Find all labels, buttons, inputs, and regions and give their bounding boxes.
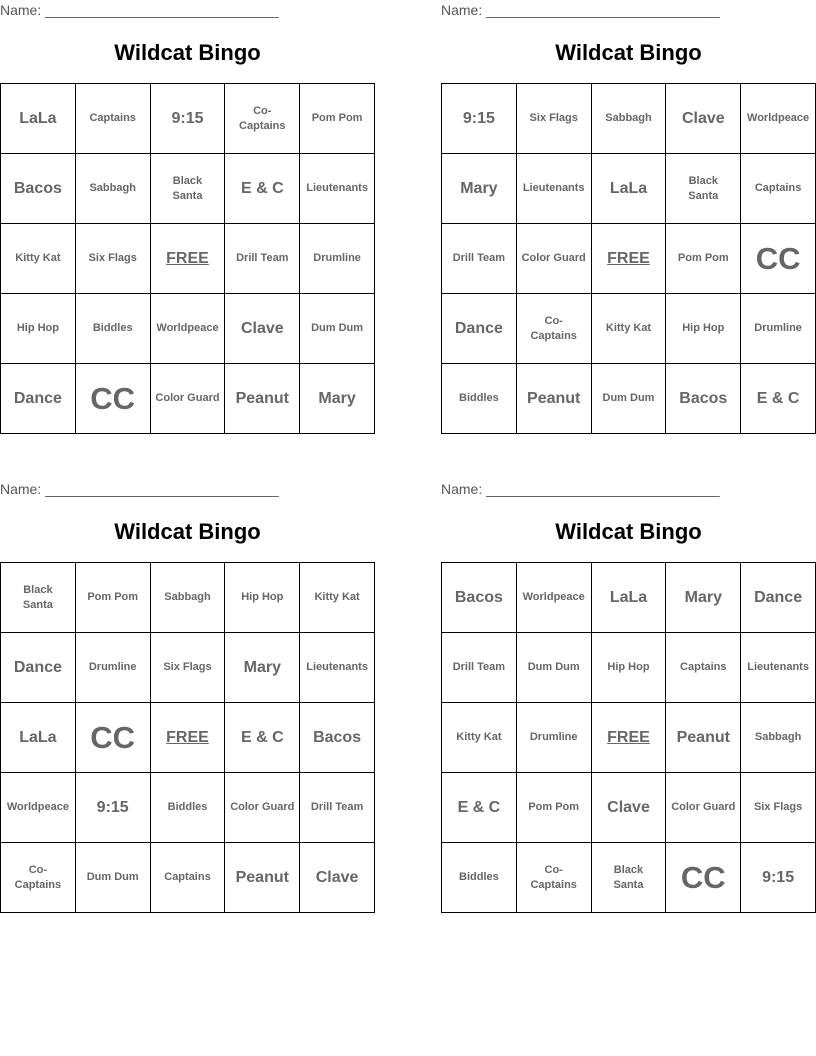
bingo-cell: Dance (741, 563, 816, 633)
bingo-cell: Biddles (442, 843, 517, 913)
bingo-cell: Bacos (442, 563, 517, 633)
bingo-cell: Sabbagh (741, 703, 816, 773)
bingo-cell: Biddles (442, 364, 517, 434)
card-title: Wildcat Bingo (114, 40, 261, 65)
name-field-label: Name: ______________________________ (0, 2, 279, 18)
bingo-cell: Drill Team (442, 224, 517, 294)
bingo-cell: Dance (1, 633, 76, 703)
bingo-cell: Lieutenants (517, 154, 592, 224)
bingo-cell: LaLa (592, 563, 667, 633)
bingo-cell: Black Santa (1, 563, 76, 633)
card-title: Wildcat Bingo (114, 519, 261, 544)
bingo-cell: Black Santa (151, 154, 226, 224)
bingo-cell: Pom Pom (666, 224, 741, 294)
bingo-cell: CC (76, 364, 151, 434)
bingo-cell: Peanut (517, 364, 592, 434)
bingo-cell: Pom Pom (300, 84, 375, 154)
bingo-grid (0, 83, 375, 434)
name-field-label: Name: ______________________________ (0, 481, 279, 497)
bingo-cell: Hip Hop (666, 294, 741, 364)
bingo-cell: Biddles (151, 773, 226, 843)
bingo-cell: E & C (442, 773, 517, 843)
bingo-cell: Drill Team (225, 224, 300, 294)
bingo-cell: Kitty Kat (300, 563, 375, 633)
bingo-cell: Kitty Kat (442, 703, 517, 773)
bingo-cell: Clave (225, 294, 300, 364)
bingo-cell: Dance (442, 294, 517, 364)
bingo-cell: Peanut (225, 364, 300, 434)
bingo-cell: Hip Hop (592, 633, 667, 703)
bingo-cell: FREE (151, 703, 226, 773)
bingo-cell: CC (666, 843, 741, 913)
bingo-cell: Hip Hop (1, 294, 76, 364)
bingo-cell: Co- Captains (517, 843, 592, 913)
bingo-cell: Dance (1, 364, 76, 434)
bingo-cell: Mary (225, 633, 300, 703)
bingo-grid (441, 562, 816, 913)
card-title: Wildcat Bingo (555, 519, 702, 544)
bingo-cell: LaLa (592, 154, 667, 224)
bingo-cell: Co- Captains (517, 294, 592, 364)
bingo-cell: LaLa (1, 703, 76, 773)
bingo-cell: Bacos (1, 154, 76, 224)
name-field-label: Name: ______________________________ (441, 2, 720, 18)
bingo-cell: Worldpeace (517, 563, 592, 633)
bingo-cell: 9:15 (151, 84, 226, 154)
bingo-cell: Bacos (666, 364, 741, 434)
bingo-cell: Six Flags (151, 633, 226, 703)
bingo-cell: Biddles (76, 294, 151, 364)
bingo-cell: Captains (151, 843, 226, 913)
bingo-cell: Bacos (300, 703, 375, 773)
bingo-cell: Hip Hop (225, 563, 300, 633)
bingo-cell: Kitty Kat (1, 224, 76, 294)
bingo-cell: Mary (666, 563, 741, 633)
bingo-cell: Drill Team (442, 633, 517, 703)
bingo-cell: Sabbagh (592, 84, 667, 154)
bingo-grid (441, 83, 816, 434)
bingo-cell: Sabbagh (151, 563, 226, 633)
bingo-cell: Dum Dum (76, 843, 151, 913)
bingo-cell: Captains (76, 84, 151, 154)
bingo-cell: Mary (300, 364, 375, 434)
bingo-cell: Clave (300, 843, 375, 913)
bingo-cell: Co- Captains (1, 843, 76, 913)
card-title: Wildcat Bingo (555, 40, 702, 65)
bingo-cell: Captains (666, 633, 741, 703)
bingo-cell: Mary (442, 154, 517, 224)
bingo-cell: Worldpeace (741, 84, 816, 154)
name-field-label: Name: ______________________________ (441, 481, 720, 497)
bingo-cell: FREE (592, 703, 667, 773)
bingo-cell: 9:15 (442, 84, 517, 154)
bingo-cell: Drumline (76, 633, 151, 703)
bingo-cell: Pom Pom (76, 563, 151, 633)
bingo-cell: Six Flags (76, 224, 151, 294)
bingo-cell: Lieutenants (300, 154, 375, 224)
bingo-cell: Lieutenants (300, 633, 375, 703)
bingo-cell: 9:15 (76, 773, 151, 843)
bingo-cell: Drumline (741, 294, 816, 364)
bingo-cell: Six Flags (517, 84, 592, 154)
bingo-cell: Drumline (300, 224, 375, 294)
bingo-grid (0, 562, 375, 913)
bingo-cell: Color Guard (151, 364, 226, 434)
bingo-cell: CC (76, 703, 151, 773)
bingo-cell: Dum Dum (517, 633, 592, 703)
bingo-cell: CC (741, 224, 816, 294)
bingo-cell: FREE (151, 224, 226, 294)
bingo-cell: Six Flags (741, 773, 816, 843)
bingo-cell: Drumline (517, 703, 592, 773)
bingo-cell: Color Guard (517, 224, 592, 294)
bingo-cell: Dum Dum (300, 294, 375, 364)
bingo-cell: E & C (225, 703, 300, 773)
bingo-cell: Kitty Kat (592, 294, 667, 364)
bingo-cell: Black Santa (666, 154, 741, 224)
bingo-cell: Co- Captains (225, 84, 300, 154)
bingo-cell: 9:15 (741, 843, 816, 913)
bingo-cell: Clave (666, 84, 741, 154)
bingo-cell: E & C (741, 364, 816, 434)
bingo-cell: Dum Dum (592, 364, 667, 434)
bingo-cell: Worldpeace (151, 294, 226, 364)
bingo-cell: Black Santa (592, 843, 667, 913)
bingo-cell: Worldpeace (1, 773, 76, 843)
bingo-cell: Pom Pom (517, 773, 592, 843)
bingo-cell: Lieutenants (741, 633, 816, 703)
bingo-cell: Color Guard (225, 773, 300, 843)
bingo-cell: E & C (225, 154, 300, 224)
bingo-cell: LaLa (1, 84, 76, 154)
bingo-cell: Peanut (666, 703, 741, 773)
bingo-cell: Peanut (225, 843, 300, 913)
bingo-cell: Color Guard (666, 773, 741, 843)
bingo-cell: Sabbagh (76, 154, 151, 224)
bingo-cell: Captains (741, 154, 816, 224)
bingo-cell: Drill Team (300, 773, 375, 843)
bingo-cell: FREE (592, 224, 667, 294)
bingo-cell: Clave (592, 773, 667, 843)
